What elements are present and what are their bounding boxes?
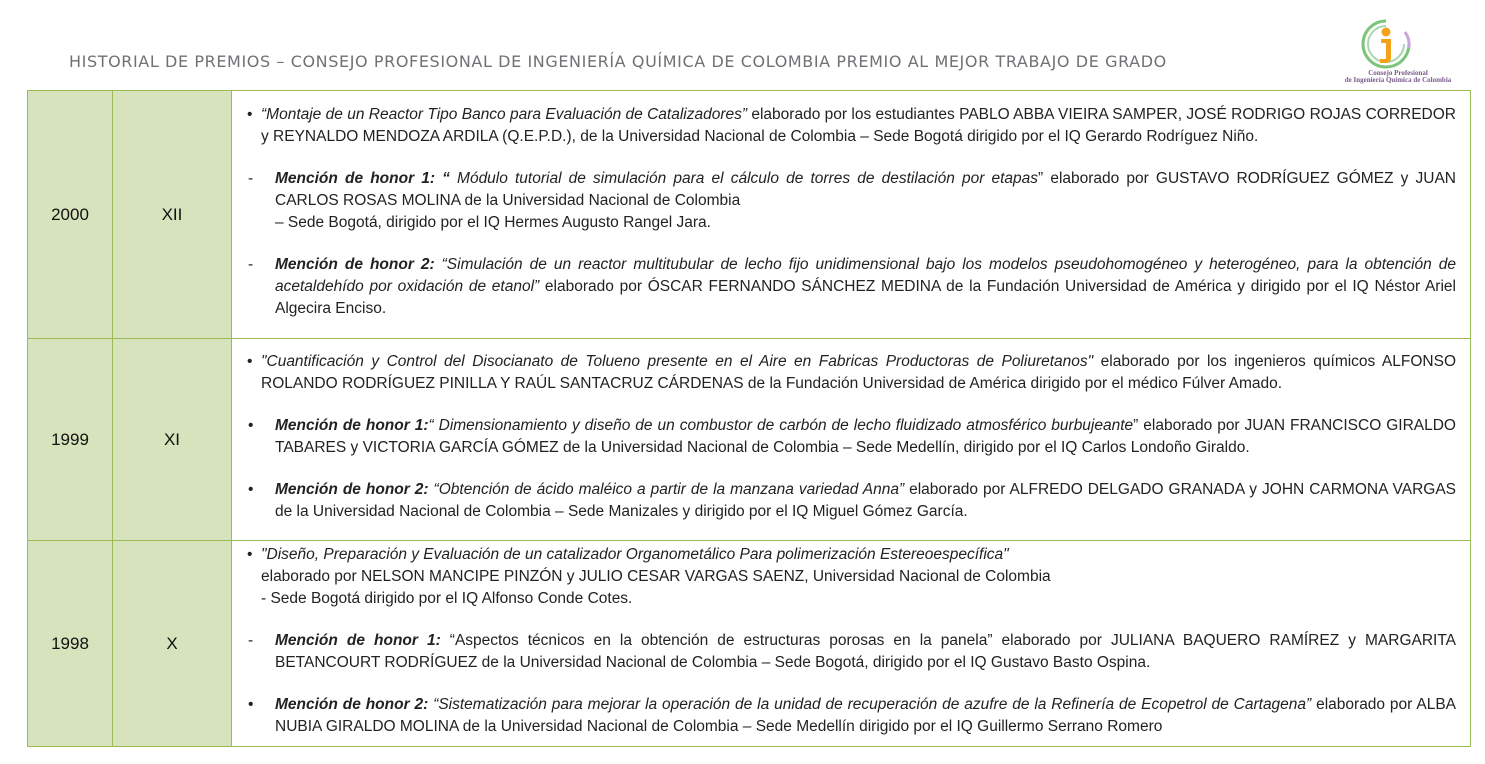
honor-entry: - Mención de honor 1: “ Módulo tutorial de simulación para el cálculo de torres de destilación por etapas” elaborado por GUSTAVO RODRÍGUEZ GÓMEZ y JUAN CARLOS ROSAS MOLINA de la Universidad Nacional de Colombia – Sede Bogotá, dirigido por el IQ Hermes Augusto Rangel Jara. bbox=[248, 169, 1456, 231]
awards-cell bbox=[232, 339, 1471, 541]
page-title: HISTORIAL DE PREMIOS – CONSEJO PROFESIONAL DE INGENIERÍA QUÍMICA DE COLOMBIA PREMIO AL MEJOR TRABAJO DE GRADO bbox=[69, 52, 1167, 71]
year-cell: 2000 bbox=[28, 91, 113, 339]
bullet-icon: • bbox=[247, 105, 253, 123]
dash-icon: - bbox=[248, 255, 254, 273]
year-cell: 1998 bbox=[28, 541, 113, 747]
honor-entry: • Mención de honor 1:“ Dimensionamiento y diseño de un combustor de carbón de lecho fluidizado atmosférico burbujeante” elaborado por JUAN FRANCISCO GIRALDO TABARES y VICTORIA GARCÍA GÓMEZ de la Universidad Nacional de Colombia – Sede Medellín, dirigido por el IQ Carlos Londoño Giraldo. bbox=[248, 416, 1456, 456]
bullet-icon: • bbox=[248, 480, 254, 498]
logo-icon bbox=[1358, 18, 1414, 70]
awards-cell bbox=[232, 541, 1471, 747]
awards-table bbox=[27, 90, 1471, 747]
bullet-icon: • bbox=[248, 416, 254, 434]
bullet-icon: • bbox=[247, 545, 253, 563]
honor-entry: • Mención de honor 2: “Obtención de ácido maléico a partir de la manzana variedad Anna” elaborado por ALFREDO DELGADO GRANADA y JOHN CARMONA VARGAS de la Universidad Nacional de Colombia – Sede Manizales y dirigido por el IQ Miguel Gómez García. bbox=[248, 480, 1456, 520]
awards-cell bbox=[232, 91, 1471, 339]
winner-entry: • “Montaje de un Reactor Tipo Banco para Evaluación de Catalizadores” elaborado por los estudiantes PABLO ABBA VIEIRA SAMPER, JOSÉ RODRIGO ROJAS CORREDOR y REYNALDO MENDOZA ARDILA (Q.E.P.D.), de la Universidad Nacional de Colombia – Sede Bogotá dirigido por el IQ Gerardo Rodríguez Niño. bbox=[247, 105, 1456, 145]
edition-cell: X bbox=[113, 541, 232, 747]
table-row bbox=[28, 339, 1471, 541]
honor-entry: - Mención de honor 2: “Simulación de un reactor multitubular de lecho fijo unidimensional bajo los modelos pseudohomogéneo y heterogéneo, para la obtención de acetaldehído por oxidación de etanol” elaborado por ÓSCAR FERNANDO SÁNCHEZ MEDINA de la Fundación Universidad de América y dirigido por el IQ Néstor Ariel Algecira Enciso. bbox=[248, 255, 1457, 317]
honor-entry: • Mención de honor 2: “Sistematización para mejorar la operación de la unidad de recuperación de azufre de la Refinería de Ecopetrol de Cartagena” elaborado por ALBA NUBIA GIRALDO MOLINA de la Universidad Nacional de Colombia – Sede Medellín dirigido por el IQ Guillermo Serrano Romero bbox=[248, 695, 1456, 735]
honor-entry: - Mención de honor 1: “Aspectos técnicos en la obtención de estructuras porosas en la panela” elaborado por JULIANA BAQUERO RAMÍREZ y MARGARITA BETANCOURT RODRÍGUEZ de la Universidad Nacional de Colombia – Sede Bogotá, dirigido por el IQ Gustavo Basto Ospina. bbox=[248, 631, 1456, 671]
table-row bbox=[28, 91, 1471, 339]
year-cell: 1999 bbox=[28, 339, 113, 541]
edition-cell: XI bbox=[113, 339, 232, 541]
bullet-icon: • bbox=[247, 352, 253, 370]
dash-icon: - bbox=[248, 169, 254, 187]
dash-icon: - bbox=[248, 631, 254, 649]
table-row bbox=[28, 541, 1471, 747]
council-logo bbox=[1338, 18, 1458, 90]
bullet-icon: • bbox=[248, 695, 254, 713]
winner-entry: • "Diseño, Preparación y Evaluación de un catalizador Organometálico Para polimerización Estereoespecífica" elaborado por NELSON MANCIPE PINZÓN y JULIO CESAR VARGAS SAENZ, Universidad Nacional de Colombia - Sede Bogotá dirigido por el IQ Alfonso Conde Cotes. bbox=[247, 545, 1051, 607]
logo-caption: Consejo Profesional de Ingeniería Química de Colombia bbox=[1344, 69, 1452, 84]
edition-cell: XII bbox=[113, 91, 232, 339]
winner-entry: • "Cuantificación y Control del Disocianato de Tolueno presente en el Aire en Fabricas Productoras de Poliuretanos" elaborado por los ingenieros químicos ALFONSO ROLANDO RODRÍGUEZ PINILLA Y RAÚL SANTACRUZ CÁRDENAS de la Fundación Universidad de América dirigido por el médico Fúlver Amado. bbox=[247, 352, 1456, 392]
